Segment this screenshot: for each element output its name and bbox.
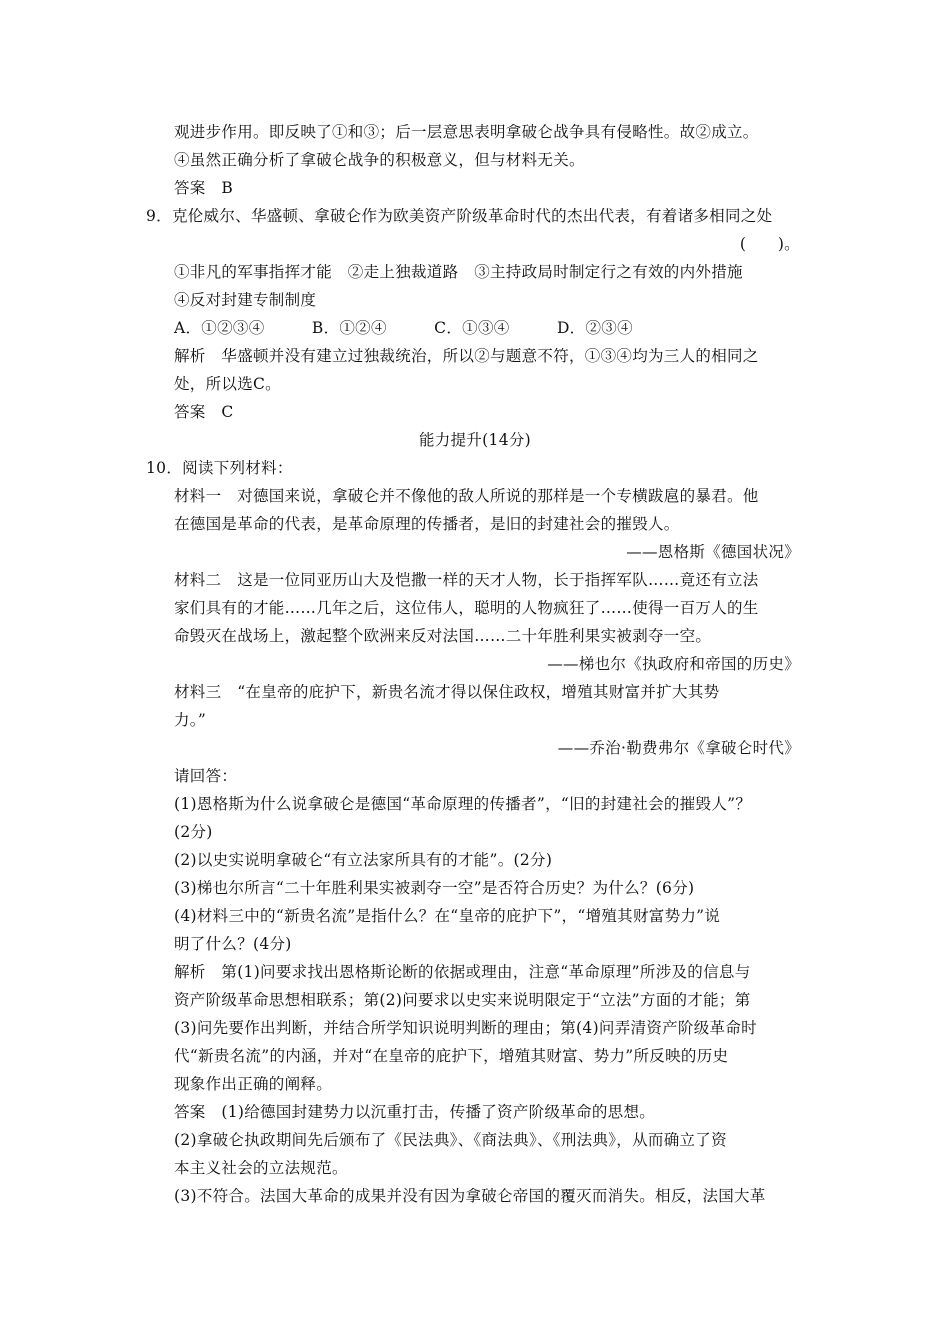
option-statements: ④反对封建专制制度: [174, 291, 317, 309]
question-10: 10．阅读下列材料：: [146, 459, 293, 477]
text-line: 观进步作用。即反映了①和③；后一层意思表明拿破仑战争具有侵略性。故②成立。: [174, 123, 759, 141]
sub-question: (1)恩格斯为什么说拿破仑是德国“革命原理的传播者”，“旧的封建社会的摧毁人”？: [174, 795, 752, 813]
sub-question: (2)以史实说明拿破仑“有立法家所具有的才能”。(2分): [174, 851, 553, 869]
material-two: 家们具有的才能……几年之后，这位伟人，聪明的人物疯狂了……使得一百万人的生: [174, 599, 759, 617]
analysis-line: 现象作出正确的阐释。: [174, 1075, 333, 1093]
sub-question: (4)材料三中的“新贵名流”是指什么？在“皇帝的庇护下”，“增殖其财富势力”说: [174, 907, 721, 925]
citation: ——乔治·勒费弗尔《拿破仑时代》: [557, 739, 800, 757]
answer-line: 本主义社会的立法规范。: [174, 1159, 348, 1177]
answer-line: 答案 B: [174, 179, 234, 197]
material-three: 材料三 “在皇帝的庇护下，新贵名流才得以保住政权，增殖其财富并扩大其势: [174, 683, 720, 701]
analysis-line: 资产阶级革命思想相联系；第(2)问要求以史实来说明限定于“立法”方面的才能；第: [174, 991, 751, 1009]
sub-question: (2分): [174, 823, 213, 841]
material-one: 材料一 对德国来说，拿破仑并不像他的敌人所说的那样是一个专横跋扈的暴君。他: [174, 487, 759, 505]
material-two: 命毁灭在战场上，激起整个欧洲来反对法国……二十年胜利果实被剥夺一空。: [174, 627, 712, 645]
analysis-line: 解析 第(1)问要求找出恩格斯论断的依据或理由，注意“革命原理”所涉及的信息与: [174, 963, 751, 981]
answer-line: (2)拿破仑执政期间先后颁布了《民法典》、《商法典》、《刑法典》，从而确立了资: [174, 1131, 727, 1149]
answer-line: 答案 C: [174, 403, 234, 421]
sub-question: 明了什么？(4分): [174, 935, 292, 953]
material-two: 材料二 这是一位同亚历山大及恺撒一样的天才人物，长于指挥军队……竟还有立法: [174, 571, 759, 589]
prompt-line: 请回答：: [174, 767, 238, 785]
question-9: 9．克伦威尔、华盛顿、拿破仑作为欧美资产阶级革命时代的杰出代表，有着诸多相同之处: [146, 207, 773, 225]
option-statements: ①非凡的军事指挥才能 ②走上独裁道路 ③主持政局时制定行之有效的内外措施: [174, 263, 743, 281]
answer-blank: ( )。: [739, 235, 800, 253]
section-heading: 能力提升(14分): [418, 431, 532, 449]
analysis-line: (3)问先要作出判断，并结合所学知识说明判断的理由；第(4)问弄清资产阶级革命时: [174, 1019, 757, 1037]
answer-line: (3)不符合。法国大革命的成果并没有因为拿破仑帝国的覆灭而消失。相反，法国大革: [174, 1187, 766, 1205]
analysis-line: 解析 华盛顿并没有建立过独裁统治，所以②与题意不符，①③④均为三人的相同之: [174, 347, 759, 365]
choice-options: A．①②③④ B．①②④ C．①③④ D．②③④: [174, 319, 633, 337]
citation: ——梯也尔《执政府和帝国的历史》: [547, 655, 800, 673]
citation: ——恩格斯《德国状况》: [626, 543, 800, 561]
answer-line: 答案 (1)给德国封建势力以沉重打击，传播了资产阶级革命的思想。: [174, 1103, 656, 1121]
analysis-line: 处，所以选C。: [174, 375, 281, 393]
text-line: ④虽然正确分析了拿破仑战争的积极意义，但与材料无关。: [174, 151, 585, 169]
analysis-line: 代“新贵名流”的内涵，并对“在皇帝的庇护下，增殖其财富、势力”所反映的历史: [174, 1047, 729, 1065]
sub-question: (3)梯也尔所言“二十年胜利果实被剥夺一空”是否符合历史？为什么？(6分): [174, 879, 695, 897]
material-one: 在德国是革命的代表，是革命原理的传播者，是旧的封建社会的摧毁人。: [174, 515, 680, 533]
material-three: 力。”: [174, 711, 207, 729]
